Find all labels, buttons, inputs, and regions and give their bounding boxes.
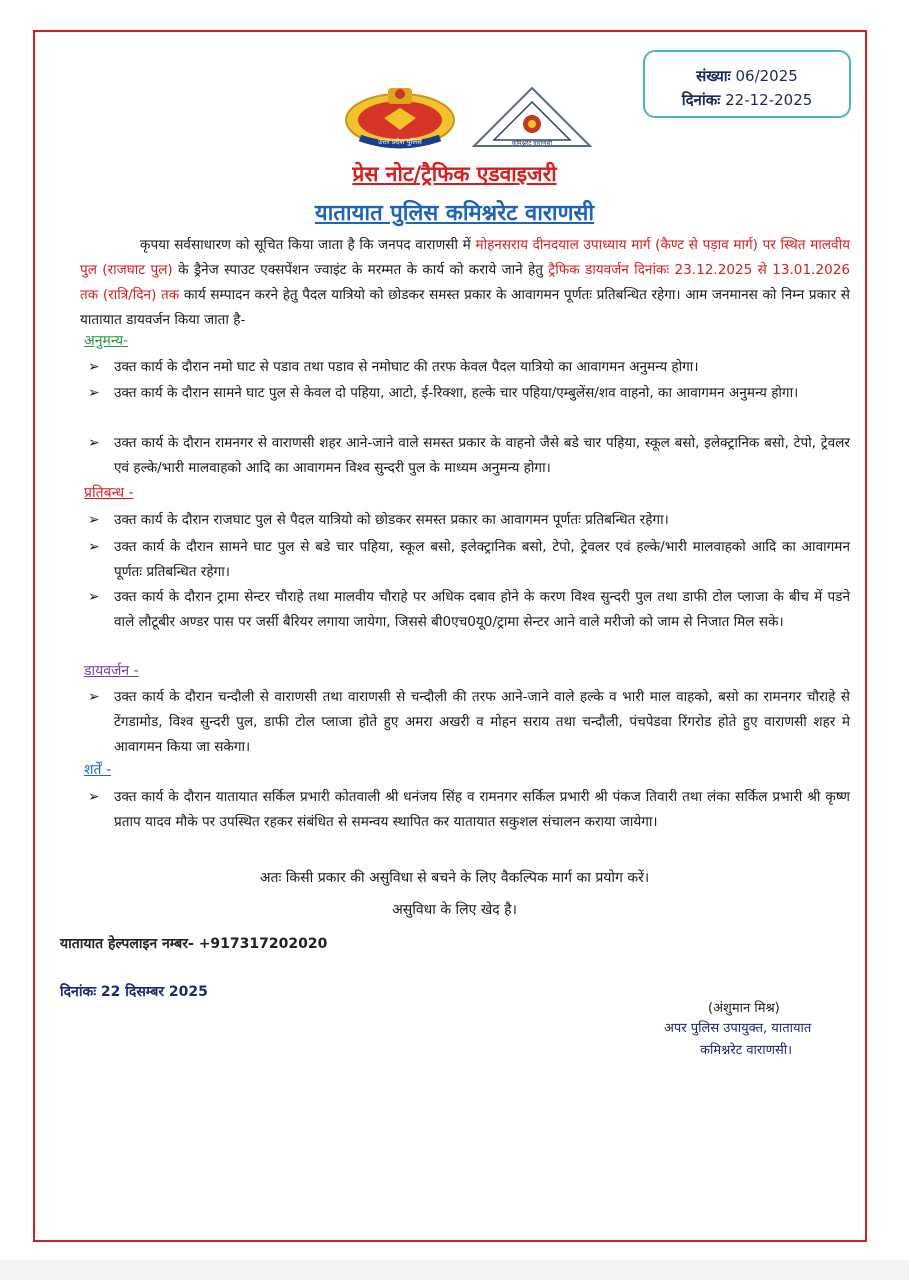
arrow-bullet-icon: ➢ xyxy=(88,789,100,805)
emblem-caption: कमिश्नरेट वाराणसी xyxy=(511,140,553,147)
closing-advice: अतः किसी प्रकार की असुविधा से बचने के लिए वैकल्पिक मार्ग का प्रयोग करें। xyxy=(259,870,650,886)
arrow-bullet-icon: ➢ xyxy=(88,689,100,705)
signatory-office: कमिश्नरेट वाराणसी। xyxy=(700,1043,793,1058)
list-item: ➢ उक्त कार्य के दौरान राजघाट पुल से पैदल यात्रियो को छोडकर समस्त प्रकार का आवागमन पूर्णतः प्रतिबन्धित रहेगा। xyxy=(88,508,850,533)
list-item: ➢ उक्त कार्य के दौरान सामने घाट पुल से केवल दो पहिया, आटो, ई-रिक्शा, हल्के चार पहिया/एम्बुलेंस/शव वाहनो, का आवागमन अनुमन्य होगा। xyxy=(88,381,850,406)
arrow-bullet-icon: ➢ xyxy=(88,385,100,401)
arrow-bullet-icon: ➢ xyxy=(88,359,100,375)
list-item: ➢ उक्त कार्य के दौरान रामनगर से वाराणसी शहर आने-जाने वाले समस्त प्रकार के वाहनो जैसे बडे चार पहिया, स्कूल बसो, इलेक्ट्रानिक बसो, टेपो, ट्रेवलर एवं हल्के/भारी मालवाहको आदि का आवागमन विश्व सुन्दरी पुल के माध्यम अनुमन्य होगा। xyxy=(88,431,850,481)
section-heading-restricted: प्रतिबन्ध - xyxy=(84,485,134,501)
list-item: ➢ उक्त कार्य के दौरान ट्रामा सेन्टर चौराहे तथा मालवीय चौराहे पर अधिक दबाव होने के करण विश्व सुन्दरी पुल तथा डाफी टोल प्लाजा के बीच में पडने वाले लौटूबीर अण्डर पास पर जर्सी बैरियर लगाया जायेगा, जिससे बी0एच0यू0/ट्रामा सेन्टर आने वाले मरीजो को जाम से निजात मिल सके। xyxy=(88,585,850,635)
intro-location: मोहनसराय दीनदयाल उपाध्याय मार्ग (कैण्ट से पड़ाव मार्ग) पर स्थित मालवीय पुल (राजघाट पुल) xyxy=(80,237,850,278)
document-date: दिनांकः 22 दिसम्बर 2025 xyxy=(60,984,208,1000)
section-heading-conditions: शर्तें - xyxy=(84,762,112,778)
intro-paragraph: कृपया सर्वसाधारण को सूचित किया जाता है कि जनपद वाराणसी में मोहनसराय दीनदयाल उपाध्याय मार्ग (कैण्ट से पड़ाव मार्ग) पर स्थित मालवीय पुल (राजघाट पुल) के ड्रैनेज स्पाउट एक्सपेंशन ज्वाइंट के मरम्मत के कार्य को कराये जाने हेतु ट्रैफिक डायवर्जन दिनांकः 23.12.2025 से 13.01.2026 तक (रात्रि/दिन) तक कार्य सम्पादन करने हेतु पैदल यात्रियो को छोडकर समस्त प्रकार के आवागमन पूर्णतः प्रतिबन्धित रहेगा। आम जनमानस को निम्न प्रकार से यातायात डायवर्जन किया जाता है- xyxy=(80,237,851,328)
signatory-designation: अपर पुलिस उपायुक्त, यातायात xyxy=(664,1021,812,1036)
reference-box xyxy=(643,50,851,118)
traffic-police-title: यातायात पुलिस कमिश्नरेट वाराणसी xyxy=(314,201,595,226)
list-item: ➢ उक्त कार्य के दौरान नमो घाट से पडाव तथा पडाव से नमोघाट की तरफ केवल पैदल यात्रियो का आवागमन अनुमन्य होगा। xyxy=(88,355,850,380)
arrow-bullet-icon: ➢ xyxy=(88,435,100,451)
emblem-text: उत्तर प्रदेश पुलिस xyxy=(378,138,422,146)
list-item: ➢ उक्त कार्य के दौरान चन्दौली से वाराणसी तथा वाराणसी से चन्दौली की तरफ आने-जाने वाले हल्के व भारी माल वाहको, बसो का रामनगर चौराहे से टेंगडामोड, विश्व सुन्दरी पुल, डाफी टोल प्लाजा होते हुए अमरा अखरी व मोहन सराय तथा चन्दौली, पंचपेडवा रिंगरोड होते हुए वाराणसी शहर मे आवागमन किया जा सकेगा। xyxy=(88,685,850,760)
commissionerate-emblem-icon xyxy=(470,84,594,150)
signatory-name: (अंशुमान मिश्र) xyxy=(708,1001,780,1016)
section-heading-diversion: डायवर्जन - xyxy=(84,663,139,679)
press-note-title: प्रेस नोट/ट्रैफिक एडवाइजरी xyxy=(352,162,557,186)
reference-date: दिनांकः 22-12-2025 xyxy=(681,91,813,109)
arrow-bullet-icon: ➢ xyxy=(88,589,100,605)
closing-regret: असुविधा के लिए खेद है। xyxy=(392,902,517,918)
up-police-emblem-icon xyxy=(340,82,460,150)
section-heading-allowed: अनुमन्य- xyxy=(84,333,129,349)
helpline-number: यातायात हेल्पलाइन नम्बर- +917317202020 xyxy=(60,936,328,952)
reference-number: संख्याः 06/2025 xyxy=(696,67,798,85)
list-item: ➢ उक्त कार्य के दौरान सामने घाट पुल से बडे चार पहिया, स्कूल बसो, इलेक्ट्रानिक बसो, टेपो, ट्रेवलर एवं हल्के/भारी मालवाहको आदि का आवागमन पूर्णतः प्रतिबन्धित रहेगा। xyxy=(88,535,850,585)
intro-diversion-dates: ट्रैफिक डायवर्जन दिनांकः 23.12.2025 से 13.01.2026 तक (रात्रि/दिन) तक xyxy=(80,262,851,303)
arrow-bullet-icon: ➢ xyxy=(88,512,100,528)
arrow-bullet-icon: ➢ xyxy=(88,539,100,555)
list-item: ➢ उक्त कार्य के दौरान यातायात सर्किल प्रभारी कोतवाली श्री धनंजय सिंह व रामनगर सर्किल प्रभारी श्री पंकज तिवारी तथा लंका सर्किल प्रभारी श्री कृष्ण प्रताप यादव मौके पर उपस्थित रहकर संबंधित से समन्वय स्थापित कर यातायात सकुशल संचालन कराया जायेगा। xyxy=(88,785,850,835)
